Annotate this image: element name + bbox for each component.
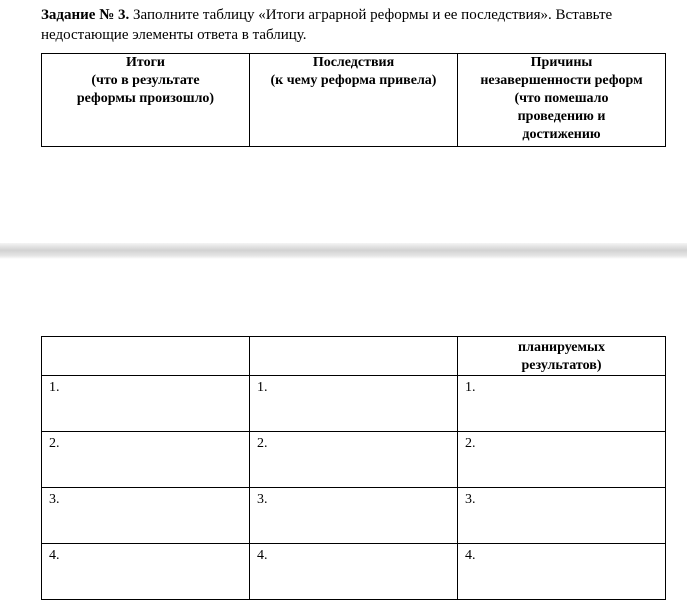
- table-cell[interactable]: 1.: [42, 376, 250, 432]
- page-break-divider: [0, 243, 687, 259]
- table-cell[interactable]: 1.: [458, 376, 666, 432]
- table-cell[interactable]: 3.: [250, 488, 458, 544]
- table-cell[interactable]: 1.: [250, 376, 458, 432]
- table-cell[interactable]: 4.: [458, 544, 666, 600]
- results-table-body: [41, 336, 666, 600]
- table-row: [42, 544, 666, 600]
- task-label: Задание № 3.: [41, 7, 130, 23]
- task-paragraph: [41, 5, 671, 45]
- table-cell[interactable]: 2.: [458, 432, 666, 488]
- table-cell[interactable]: 2.: [42, 432, 250, 488]
- header-results-continued: [42, 337, 250, 376]
- table-row: [42, 376, 666, 432]
- page-upper: [0, 0, 687, 243]
- results-table-header: [41, 53, 666, 147]
- table-cell[interactable]: 3.: [458, 488, 666, 544]
- header-consequences: Последствия (к чему реформа привела): [250, 54, 458, 147]
- header-reasons-continued: планируемых результатов): [458, 337, 666, 376]
- table-row: [42, 432, 666, 488]
- header-reasons: Причины незавершенности реформ (что помешало проведению и достижению: [458, 54, 666, 147]
- table-cell[interactable]: 4.: [250, 544, 458, 600]
- table-cell[interactable]: 3.: [42, 488, 250, 544]
- table-cell[interactable]: 4.: [42, 544, 250, 600]
- table-row: [42, 488, 666, 544]
- header-consequences-continued: [250, 337, 458, 376]
- table-cell[interactable]: 2.: [250, 432, 458, 488]
- task-text: Заполните таблицу «Итоги аграрной реформы и ее последствия». Вставьте недостающие элементы ответа в таблицу.: [41, 7, 613, 43]
- header-results: Итоги (что в результате реформы произошло): [42, 54, 250, 147]
